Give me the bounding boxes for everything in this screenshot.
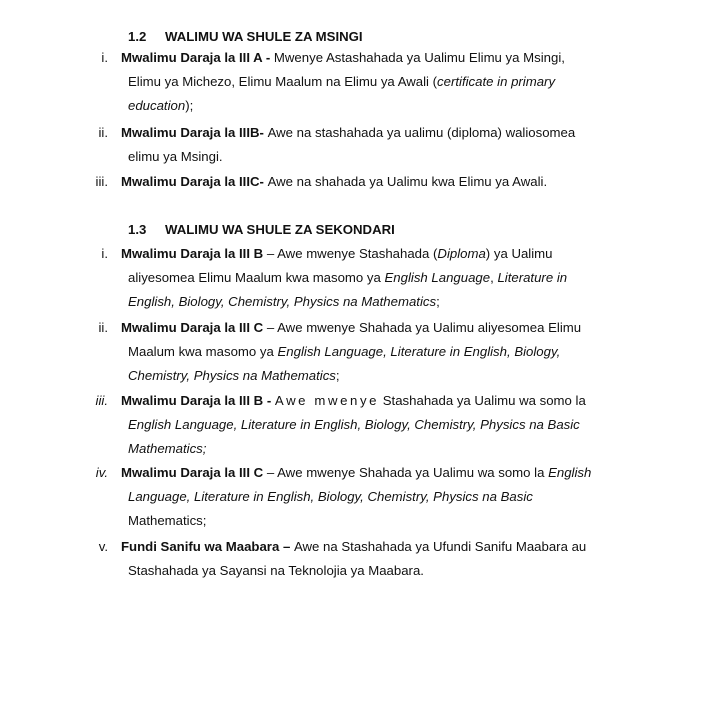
text-run: , xyxy=(490,270,498,285)
text-line xyxy=(121,485,642,509)
term-label: Mwalimu Daraja la III B - xyxy=(121,393,275,408)
list-item-text xyxy=(121,46,642,118)
text-run-italic: Chemistry, Physics na Mathematics xyxy=(128,368,336,383)
text-run-italic: Language, Literature in English, Biology, Chemistry, Physics na Basic xyxy=(128,489,533,504)
term-label: Mwalimu Daraja la IIIC- xyxy=(121,174,268,189)
text-line xyxy=(121,389,642,413)
text-run: – Awe mwenye Stashahada ( xyxy=(266,246,438,261)
text-line xyxy=(121,145,642,169)
text-run-italic: education xyxy=(128,98,186,113)
text-line xyxy=(121,70,642,94)
text-run: ; xyxy=(335,368,340,383)
text-run: – Awe mwenye Shahada ya Ualimu wa somo la xyxy=(266,465,549,480)
list-marker: v. xyxy=(98,539,108,554)
list-item-text xyxy=(121,121,642,169)
text-line xyxy=(121,170,642,194)
term-label: Mwalimu Daraja la III B xyxy=(121,246,267,261)
text-run: – Awe mwenye Shahada ya Ualimu aliyesomea Elimu xyxy=(266,320,582,335)
text-run-italic: certificate in primary xyxy=(437,74,556,89)
text-line xyxy=(121,94,642,118)
text-run: ); xyxy=(185,98,194,113)
text-run-italic: English Language, Literature in English, Biology, Chemistry, Physics na Basic xyxy=(128,417,580,432)
section-title: WALIMU WA SHULE ZA MSINGI xyxy=(165,29,363,44)
list-item-text xyxy=(121,170,642,194)
term-label: Mwalimu Daraja la III C xyxy=(121,465,267,480)
list-marker: iii. xyxy=(95,174,108,189)
text-line xyxy=(121,46,642,70)
text-run-italic: English Language, Literature in English, Biology, xyxy=(277,344,561,359)
text-line xyxy=(121,340,642,364)
text-run: Mathematics; xyxy=(128,513,207,528)
text-run: Stashahada ya Ualimu wa somo la xyxy=(379,393,586,408)
term-label: Mwalimu Daraja la III A - xyxy=(121,50,274,65)
text-run: ) ya Ualimu xyxy=(485,246,553,261)
section-heading xyxy=(128,222,395,237)
term-label: Mwalimu Daraja la III C xyxy=(121,320,267,335)
text-run-italic: Mathematics; xyxy=(128,441,207,456)
list-marker: ii. xyxy=(98,125,108,140)
text-run: Awe na shahada ya Ualimu kwa Elimu ya Awali. xyxy=(267,174,548,189)
list-item-text xyxy=(121,316,642,388)
text-run: Mwenye Astashahada ya Ualimu Elimu ya Msingi, xyxy=(273,50,565,65)
text-run: Elimu ya Michezo, Elimu Maalum na Elimu ya Awali ( xyxy=(128,74,438,89)
text-run: Maalum kwa masomo ya xyxy=(128,344,278,359)
text-line xyxy=(121,266,642,290)
text-run-spaced: Awe mwenye xyxy=(274,393,380,408)
text-line xyxy=(121,242,642,266)
list-item-text xyxy=(121,461,642,533)
text-run: ; xyxy=(436,294,440,309)
list-marker: i. xyxy=(101,246,108,261)
text-run: Stashahada ya Sayansi na Teknolojia ya Maabara. xyxy=(128,563,424,578)
text-run: Awe na Stashahada ya Ufundi Sanifu Maabara au xyxy=(293,539,587,554)
term-label: Fundi Sanifu wa Maabara – xyxy=(121,539,294,554)
text-run: aliyesomea Elimu Maalum kwa masomo ya xyxy=(128,270,385,285)
text-run-italic: English xyxy=(548,465,592,480)
text-line xyxy=(121,121,642,145)
section-title: WALIMU WA SHULE ZA SEKONDARI xyxy=(165,222,395,237)
text-line xyxy=(121,316,642,340)
text-line xyxy=(121,559,642,583)
text-run-italic: English, Biology, Chemistry, Physics na Mathematics xyxy=(128,294,437,309)
text-run: Awe na stashahada ya ualimu (diploma) waliosomea xyxy=(267,125,576,140)
list-item-text xyxy=(121,535,642,583)
text-line xyxy=(121,509,642,533)
text-line xyxy=(121,413,642,437)
list-marker: iv. xyxy=(95,465,108,480)
list-marker: ii. xyxy=(98,320,108,335)
text-line xyxy=(121,364,642,388)
text-line xyxy=(121,461,642,485)
section-number: 1.3 xyxy=(128,222,147,237)
text-run-italic: English Language xyxy=(384,270,491,285)
list-marker: iii. xyxy=(95,393,108,408)
text-run: elimu ya Msingi. xyxy=(128,149,223,164)
text-run-italic: Literature in xyxy=(497,270,568,285)
list-item-text xyxy=(121,389,642,461)
term-label: Mwalimu Daraja la IIIB- xyxy=(121,125,268,140)
text-line xyxy=(121,437,642,461)
list-item-text xyxy=(121,242,642,314)
text-line xyxy=(121,535,642,559)
text-run-italic: Diploma xyxy=(437,246,486,261)
list-marker: i. xyxy=(101,50,108,65)
text-line xyxy=(121,290,642,314)
section-number: 1.2 xyxy=(128,29,147,44)
section-heading xyxy=(128,29,363,44)
